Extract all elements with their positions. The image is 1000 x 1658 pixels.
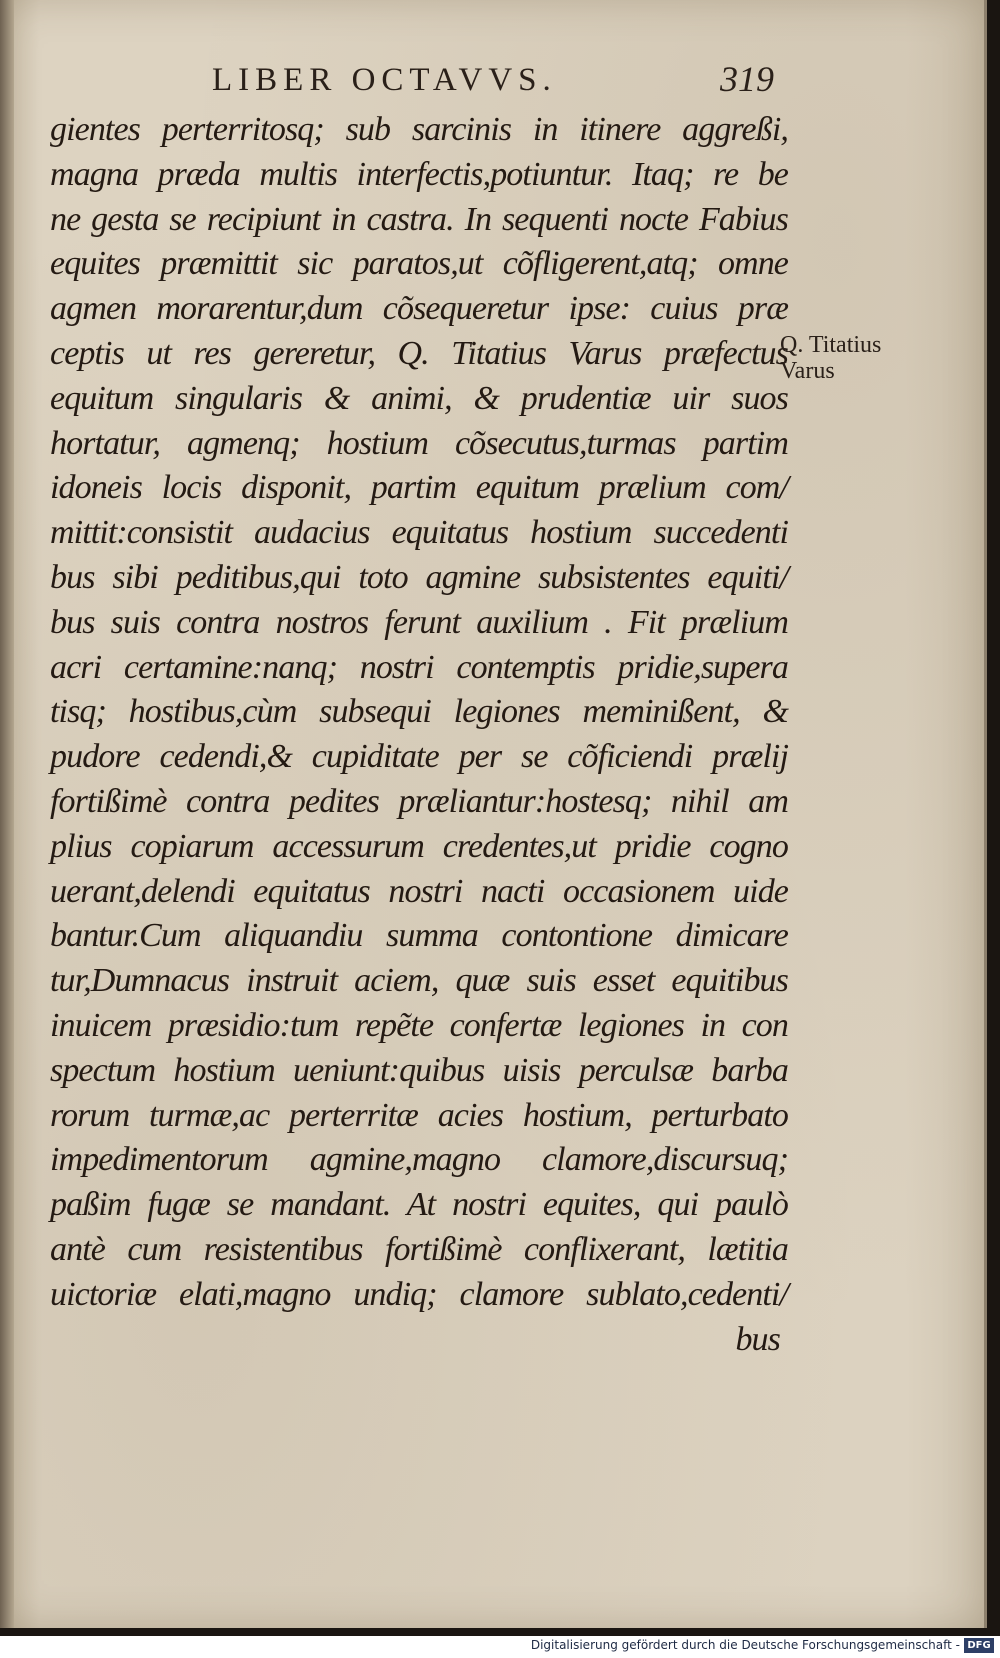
catchword: bus bbox=[735, 1320, 780, 1358]
page-gutter-edge bbox=[0, 0, 14, 1628]
text-line: agmen morarentur,dum cõsequeretur ipse: cuius præ bbox=[50, 290, 788, 328]
text-line: impedimentorum agmine,magno clamore,discursuq; bbox=[50, 1141, 788, 1179]
marginal-note bbox=[780, 332, 940, 384]
text-line: gientes perterritosq; sub sarcinis in itinere aggreßi, bbox=[50, 111, 788, 148]
text-line: bantur.Cum aliquandiu summa contontione dimicare bbox=[50, 917, 788, 955]
text-line: fortißimè contra pedites præliantur:hostesq; nihil am bbox=[50, 782, 788, 820]
dfg-logo-icon: DFG bbox=[964, 1638, 994, 1653]
text-line: bus suis contra nostros ferunt auxilium . Fit prælium bbox=[50, 603, 788, 641]
text-line: rorum turmæ,ac perterritæ acies hostium, perturbato bbox=[50, 1096, 788, 1134]
digitization-footer bbox=[0, 1636, 1000, 1658]
text-line: ne gesta se recipiunt in castra. In sequenti nocte Fabius bbox=[50, 200, 788, 238]
text-line: pudore cedendi,& cupiditate per se cõficiendi prælij bbox=[50, 738, 788, 776]
text-line: idoneis locis disponit, partim equitum prælium com/ bbox=[50, 469, 788, 507]
running-head-title: LIBER OCTAVVS. bbox=[212, 62, 557, 98]
running-head bbox=[0, 59, 984, 102]
text-line: equites præmittit sic paratos,ut cõfligerent,atq; omne bbox=[50, 245, 788, 283]
text-line: uerant,delendi equitatus nostri nacti occasionem uide bbox=[50, 872, 788, 910]
text-line: bus sibi peditibus,qui toto agmine subsistentes equiti/ bbox=[50, 558, 788, 596]
funding-credit: Digitalisierung gefördert durch die Deutsche Forschungsgemeinschaft - bbox=[530, 1638, 960, 1652]
marginal-note-line: Q. Titatius bbox=[780, 332, 882, 358]
text-line: paßim fugæ se mandant. At nostri equites, qui paulò bbox=[50, 1186, 788, 1224]
text-line: inuicem præsidio:tum repẽte confertæ legiones in con bbox=[50, 1006, 788, 1044]
text-line: hortatur, agmenq; hostium cõsecutus,turmas partim bbox=[50, 424, 788, 462]
text-line: acri certamine:nanq; nostri contemptis pridie,supera bbox=[50, 648, 788, 686]
text-line: mittit:consistit audacius equitatus hostium succedenti bbox=[50, 514, 788, 552]
text-line: plius copiarum accessurum credentes,ut pridie cogno bbox=[50, 827, 788, 865]
marginal-note-line: Varus bbox=[780, 358, 835, 384]
body-text bbox=[50, 108, 788, 1362]
text-line: equitum singularis & animi, & prudentiæ uir suos bbox=[50, 379, 788, 417]
text-line: antè cum resistentibus fortißimè conflixerant, lætitia bbox=[50, 1230, 788, 1268]
text-line: uictoriæ elati,magno undiq; clamore sublato,cedenti/ bbox=[50, 1275, 788, 1313]
text-line: tur,Dumnacus instruit aciem, quæ suis esset equitibus bbox=[50, 962, 788, 1000]
text-line: ceptis ut res gereretur, Q. Titatius Varus præfectus bbox=[50, 334, 788, 372]
page-number: 319 bbox=[720, 59, 774, 99]
text-line: magna præda multis interfectis,potiuntur. Itaq; re be bbox=[50, 155, 788, 193]
text-line: spectum hostium ueniunt:quibus uisis perculsæ barba bbox=[50, 1051, 788, 1089]
text-line: tisq; hostibus,cùm subsequi legiones meminißent, & bbox=[50, 693, 788, 731]
